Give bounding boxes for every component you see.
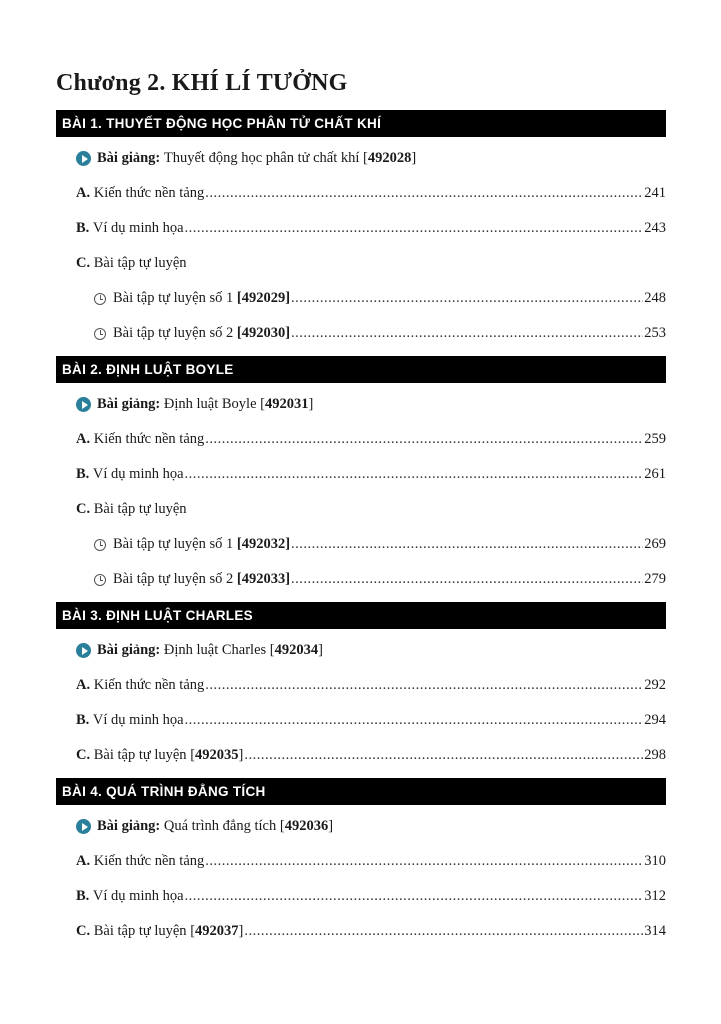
play-icon[interactable] bbox=[76, 397, 91, 412]
dot-leader bbox=[185, 466, 644, 483]
page-number: 259 bbox=[644, 431, 666, 447]
page-number: 312 bbox=[644, 888, 666, 904]
lesson-section-3 bbox=[56, 602, 666, 773]
page-number: 248 bbox=[644, 290, 666, 306]
play-icon[interactable] bbox=[76, 643, 91, 658]
lecture-label: Bài giảng: bbox=[97, 150, 161, 166]
dot-leader bbox=[185, 888, 644, 905]
page-number: 279 bbox=[644, 571, 666, 587]
entry-text: Kiến thức nền tảng bbox=[93, 431, 205, 447]
entry-letter: A. bbox=[76, 677, 91, 693]
entry-letter: C. bbox=[76, 255, 91, 271]
subentry-code: 492033 bbox=[241, 571, 286, 587]
toc-entry[interactable]: C. Bài tập tự luyện [ 492037 ] ..... 314 bbox=[56, 914, 666, 949]
entry-text: Kiến thức nền tảng bbox=[93, 677, 205, 693]
lecture-link[interactable]: Bài giảng: Thuyết động học phân tử chất khí [ 492028 ] bbox=[56, 141, 666, 176]
entry-letter: A. bbox=[76, 853, 91, 869]
page-number: 310 bbox=[644, 853, 666, 869]
lecture-code: 492034 bbox=[274, 642, 319, 658]
toc-entry[interactable] bbox=[56, 176, 666, 211]
lesson-section-2 bbox=[56, 356, 666, 597]
toc-entry bbox=[56, 492, 666, 527]
lesson-title: BÀI 4. QUÁ TRÌNH ĐẲNG TÍCH bbox=[56, 778, 666, 805]
entry-code: 492035 bbox=[195, 747, 239, 763]
toc-entry[interactable] bbox=[56, 211, 666, 246]
page-number: 241 bbox=[644, 185, 666, 201]
toc-entry[interactable] bbox=[56, 703, 666, 738]
play-icon[interactable] bbox=[76, 151, 91, 166]
toc-entry[interactable]: C. Bài tập tự luyện [ 492035 ] ..... 298 bbox=[56, 738, 666, 773]
clock-icon bbox=[94, 574, 106, 586]
lecture-code: 492031 bbox=[264, 396, 309, 412]
entry-letter: C. bbox=[76, 923, 91, 939]
entry-text: Bài tập tự luyện bbox=[93, 747, 187, 763]
lecture-text: Định luật Charles bbox=[163, 642, 267, 658]
entry-letter: C. bbox=[76, 501, 91, 517]
page-number: 261 bbox=[644, 466, 666, 482]
lecture-link[interactable]: Bài giảng: Quá trình đẳng tích [ 492036 ] bbox=[56, 809, 666, 844]
subentry-code: 492030 bbox=[241, 325, 286, 341]
dot-leader bbox=[244, 747, 643, 764]
lesson-title: BÀI 2. ĐỊNH LUẬT BOYLE bbox=[56, 356, 666, 383]
page-number: 269 bbox=[644, 536, 666, 552]
lecture-label: Bài giảng: bbox=[97, 818, 161, 834]
lesson-section-1 bbox=[56, 110, 666, 351]
dot-leader bbox=[244, 923, 643, 940]
lecture-text: Định luật Boyle bbox=[163, 396, 257, 412]
clock-icon bbox=[94, 293, 106, 305]
entry-text: Bài tập tự luyện bbox=[93, 501, 187, 517]
dot-leader bbox=[185, 220, 644, 237]
page-number: 292 bbox=[644, 677, 666, 693]
subentry-code: 492029 bbox=[241, 290, 286, 306]
lecture-link[interactable]: Bài giảng: Định luật Boyle [ 492031 ] bbox=[56, 387, 666, 422]
lesson-title: BÀI 3. ĐỊNH LUẬT CHARLES bbox=[56, 602, 666, 629]
dot-leader bbox=[291, 571, 643, 588]
dot-leader bbox=[291, 325, 643, 342]
entry-text: Ví dụ minh họa bbox=[92, 466, 184, 482]
page-number: 294 bbox=[644, 712, 666, 728]
subentry-text: Bài tập tự luyện số 1 bbox=[113, 536, 234, 552]
chapter-title: Chương 2. KHÍ LÍ TƯỞNG bbox=[56, 70, 348, 96]
entry-text: Kiến thức nền tảng bbox=[93, 853, 205, 869]
page-number: 298 bbox=[644, 747, 666, 763]
dot-leader bbox=[291, 290, 643, 307]
entry-letter: A. bbox=[76, 431, 91, 447]
subentry-text: Bài tập tự luyện số 1 bbox=[113, 290, 234, 306]
entry-text: Bài tập tự luyện bbox=[93, 255, 187, 271]
dot-leader bbox=[205, 431, 643, 448]
clock-icon bbox=[94, 539, 106, 551]
toc-entry[interactable] bbox=[56, 879, 666, 914]
dot-leader bbox=[205, 185, 643, 202]
dot-leader bbox=[291, 536, 643, 553]
entry-text: Ví dụ minh họa bbox=[92, 888, 184, 904]
dot-leader bbox=[205, 853, 643, 870]
toc-subentry[interactable]: Bài tập tự luyện số 2 [492030] ..... 253 bbox=[56, 316, 666, 351]
lecture-code: 492028 bbox=[367, 150, 412, 166]
toc-entry[interactable] bbox=[56, 422, 666, 457]
toc-entry[interactable] bbox=[56, 844, 666, 879]
page-number: 243 bbox=[644, 220, 666, 236]
lecture-link[interactable]: Bài giảng: Định luật Charles [ 492034 ] bbox=[56, 633, 666, 668]
lecture-label: Bài giảng: bbox=[97, 396, 161, 412]
page-number: 314 bbox=[644, 923, 666, 939]
lecture-text: Quá trình đẳng tích bbox=[163, 818, 277, 834]
dot-leader bbox=[185, 712, 644, 729]
entry-letter: B. bbox=[76, 220, 90, 236]
entry-code: 492037 bbox=[195, 923, 239, 939]
entry-text: Kiến thức nền tảng bbox=[93, 185, 205, 201]
page-number: 253 bbox=[644, 325, 666, 341]
entry-letter: C. bbox=[76, 747, 91, 763]
play-icon[interactable] bbox=[76, 819, 91, 834]
lecture-label: Bài giảng: bbox=[97, 642, 161, 658]
entry-letter: A. bbox=[76, 185, 91, 201]
entry-letter: B. bbox=[76, 888, 90, 904]
entry-letter: B. bbox=[76, 466, 90, 482]
toc-subentry[interactable]: Bài tập tự luyện số 2 [492033] ..... 279 bbox=[56, 562, 666, 597]
lesson-title: BÀI 1. THUYẾT ĐỘNG HỌC PHÂN TỬ CHẤT KHÍ bbox=[56, 110, 666, 137]
subentry-text: Bài tập tự luyện số 2 bbox=[113, 325, 234, 341]
subentry-code: 492032 bbox=[241, 536, 286, 552]
toc-entry[interactable] bbox=[56, 457, 666, 492]
entry-letter: B. bbox=[76, 712, 90, 728]
entry-text: Ví dụ minh họa bbox=[92, 220, 184, 236]
toc-subentry[interactable]: Bài tập tự luyện số 1 [492032] ..... 269 bbox=[56, 527, 666, 562]
entry-text: Ví dụ minh họa bbox=[92, 712, 184, 728]
lecture-text: Thuyết động học phân tử chất khí bbox=[163, 150, 360, 166]
clock-icon bbox=[94, 328, 106, 340]
toc-entry bbox=[56, 246, 666, 281]
subentry-text: Bài tập tự luyện số 2 bbox=[113, 571, 234, 587]
toc-subentry[interactable]: Bài tập tự luyện số 1 [492029] ..... 248 bbox=[56, 281, 666, 316]
lecture-code: 492036 bbox=[284, 818, 329, 834]
toc-entry[interactable] bbox=[56, 668, 666, 703]
lesson-section-4 bbox=[56, 778, 666, 949]
entry-text: Bài tập tự luyện bbox=[93, 923, 187, 939]
dot-leader bbox=[205, 677, 643, 694]
